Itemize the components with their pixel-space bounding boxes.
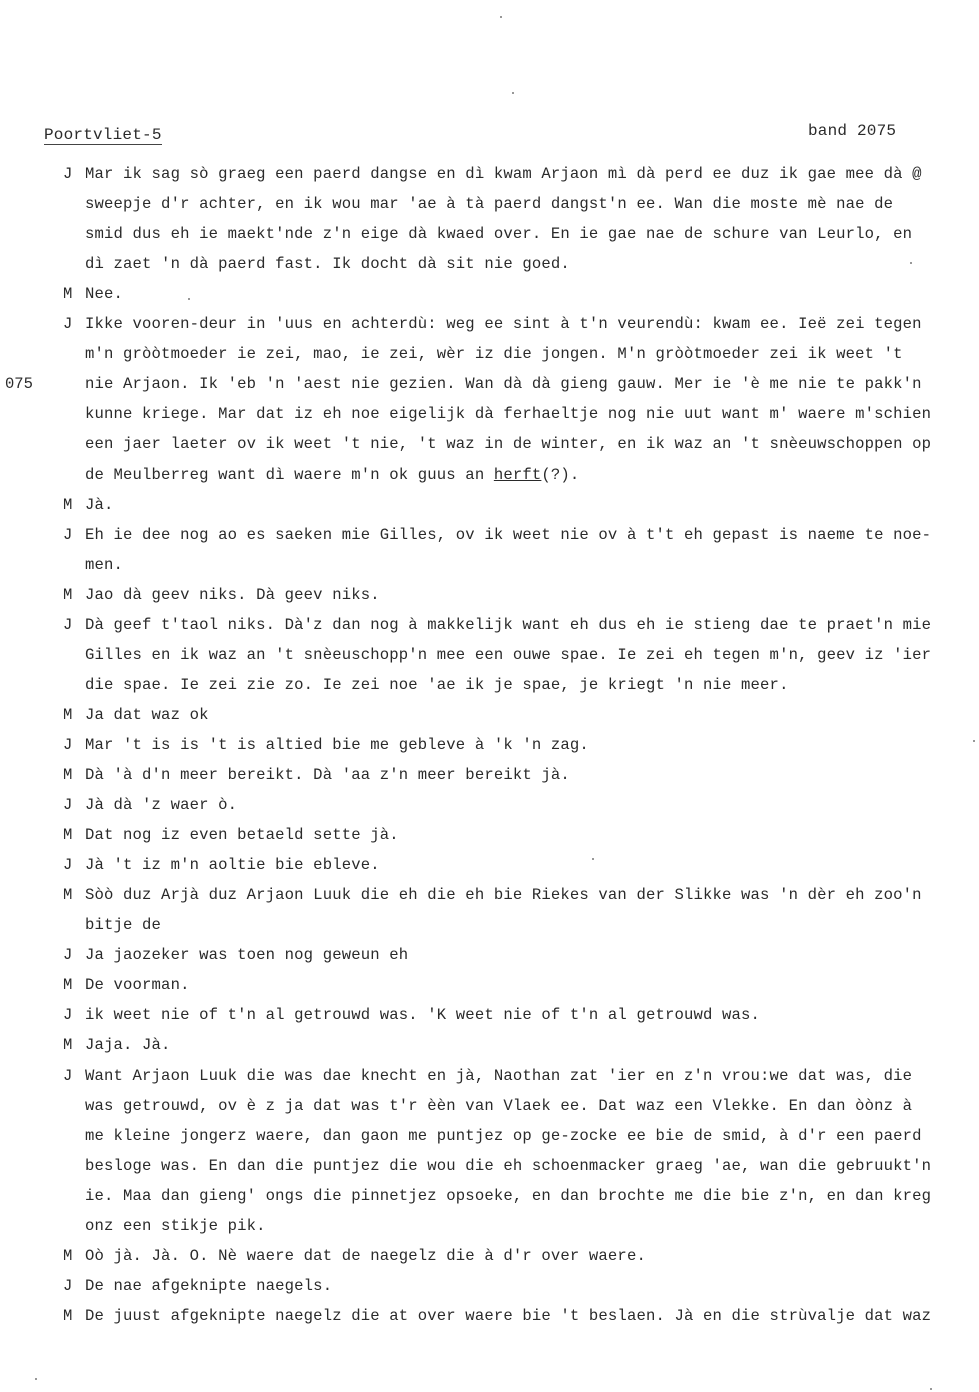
- transcript-line: [85, 1156, 931, 1176]
- line-text: bitje de: [85, 916, 162, 934]
- transcript-line: [85, 1005, 760, 1025]
- transcript-line: [85, 555, 123, 575]
- speaker-label: M: [63, 1307, 73, 1325]
- speck: [930, 1388, 932, 1390]
- speaker-label: J: [63, 946, 73, 964]
- speaker-label: J: [63, 526, 73, 544]
- line-text: een jaer laeter ov ik weet 't nie, 't waz in de winter, en ik waz an 't snèeuwschoppen op: [85, 435, 932, 453]
- speaker-label: M: [63, 706, 73, 724]
- transcript-line: [85, 194, 893, 214]
- transcript-line: [85, 735, 589, 755]
- speaker-label: J: [63, 856, 73, 874]
- speaker-label: M: [63, 976, 73, 994]
- line-text: De nae afgeknipte naegels.: [85, 1277, 333, 1295]
- transcript-line: [85, 645, 931, 665]
- transcript-line: [85, 525, 931, 545]
- line-text: Jao dà geev niks. Dà geev niks.: [85, 586, 380, 604]
- speaker-label: J: [63, 315, 73, 333]
- line-text: ie. Maa dan gieng' ongs die pinnetjez opsoeke, en dan brochte me die bie z'n, en dan kreg: [85, 1187, 932, 1205]
- speaker-label: J: [63, 1277, 73, 1295]
- transcript-line: [85, 465, 579, 485]
- transcript-line: [85, 705, 209, 725]
- line-text: de Meulberreg want dì waere m'n ok guus an: [85, 466, 494, 484]
- line-text: m'n gròòtmoeder ie zei, mao, ie zei, wèr iz die jongen. M'n gròòtmoeder zei ik weet 't: [85, 345, 903, 363]
- underlined-word: herft: [493, 466, 542, 484]
- transcript-line: [85, 1066, 912, 1086]
- speck: [512, 92, 514, 94]
- transcript-line: [85, 434, 931, 454]
- transcript-line: [85, 344, 903, 364]
- margin-line-number: 075: [5, 375, 33, 393]
- transcript-line: [85, 825, 399, 845]
- line-text: dì zaet 'n dà paerd fast. Ik docht dà sit nie goed.: [85, 255, 570, 273]
- line-text: Ja dat waz ok: [85, 706, 209, 724]
- line-text: Jà.: [85, 496, 114, 514]
- line-text: ik weet nie of t'n al getrouwd was. 'K weet nie of t'n al getrouwd was.: [85, 1006, 761, 1024]
- transcript-line: [85, 1126, 922, 1146]
- transcript-line: [85, 1276, 332, 1296]
- speck: [500, 16, 502, 18]
- line-text: Dat nog iz even betaeld sette jà.: [85, 826, 399, 844]
- line-text: Ja jaozeker was toen nog geweun eh: [85, 946, 409, 964]
- transcript-line: [85, 1306, 931, 1326]
- transcript-line: [85, 1186, 931, 1206]
- transcript-line: [85, 915, 161, 935]
- transcript-line: [85, 945, 408, 965]
- line-text: onz een stikje pik.: [85, 1217, 266, 1235]
- speck: [973, 740, 975, 742]
- line-text: Ikke vooren-deur in 'uus en achterdù: weg ee sint à t'n veurendù: kwam ee. Ieë zei tegen: [85, 315, 922, 333]
- line-text: Jà 't iz m'n aoltie bie ebleve.: [85, 856, 380, 874]
- line-text: Dà geef t'taol niks. Dà'z dan nog à makkelijk want eh dus eh ie stieng dae te praet'n mie: [85, 616, 932, 634]
- line-text: men.: [85, 556, 124, 574]
- speaker-label: M: [63, 285, 73, 303]
- speaker-label: J: [63, 1006, 73, 1024]
- transcript-line: [85, 675, 789, 695]
- transcript-line: [85, 975, 190, 995]
- line-text: Eh ie dee nog ao es saeken mie Gilles, ov ik weet nie ov à t't eh gepast is naeme te noe-: [85, 526, 932, 544]
- line-text: Want Arjaon Luuk die was dae knecht en jà, Naothan zat 'ier en z'n vrou:we dat was, die: [85, 1067, 913, 1085]
- line-text: Nee.: [85, 285, 124, 303]
- speaker-label: M: [63, 586, 73, 604]
- line-text: Jaja. Jà.: [85, 1036, 171, 1054]
- speck: [592, 858, 594, 860]
- transcript-line: [85, 1096, 912, 1116]
- speaker-label: M: [63, 826, 73, 844]
- line-text: Dà 'à d'n meer bereikt. Dà 'aa z'n meer bereikt jà.: [85, 766, 570, 784]
- line-text: Sòò duz Arjà duz Arjaon Luuk die eh die eh bie Riekes van der Slikke was 'n dèr eh zoo'n: [85, 886, 922, 904]
- transcript-line: [85, 404, 931, 424]
- line-text: Mar 't is is 't is altied bie me gebleve à 'k 'n zag.: [85, 736, 589, 754]
- speaker-label: J: [63, 165, 73, 183]
- speaker-label: M: [63, 1247, 73, 1265]
- transcript-line: [85, 254, 570, 274]
- line-text: me kleine jongerz waere, dan gaon me puntjez op ge-zocke ee bie de smid, à d'r een paerd: [85, 1127, 922, 1145]
- line-text: Mar ik sag sò graeg een paerd dangse en dì kwam Arjaon mì dà perd ee duz ik gae mee dà @: [85, 165, 922, 183]
- transcript-line: [85, 885, 922, 905]
- line-text-tail: (?).: [541, 466, 580, 484]
- transcript-line: [85, 164, 922, 184]
- speck: [188, 298, 190, 300]
- speaker-label: M: [63, 886, 73, 904]
- speaker-label: M: [63, 496, 73, 514]
- line-text: smid dus eh ie maekt'nde z'n eige dà kwaed over. En ie gae nae de schure van Leurlo, en: [85, 225, 913, 243]
- line-text: was getrouwd, ov è z ja dat was t'r èèn van Vlaek ee. Dat waz een Vlekke. En dan òònz à: [85, 1097, 913, 1115]
- line-text: die spae. Ie zei zie zo. Ie zei noe 'ae ik je spae, je kriegt 'n nie meer.: [85, 676, 789, 694]
- transcript-line: [85, 585, 380, 605]
- transcript-line: [85, 1035, 171, 1055]
- speaker-label: M: [63, 766, 73, 784]
- line-text: De juust afgeknipte naegelz die at over waere bie 't beslaen. Jà en die strùvalje dat waz: [85, 1307, 932, 1325]
- line-text: nie Arjaon. Ik 'eb 'n 'aest nie gezien. Wan dà dà gieng gauw. Mer ie 'è me nie te pakk'n: [85, 375, 922, 393]
- speaker-label: J: [63, 736, 73, 754]
- speck: [35, 1378, 37, 1380]
- transcript-line: [85, 224, 912, 244]
- transcript-line: [85, 495, 114, 515]
- document-title: Poortvliet-5: [44, 126, 162, 144]
- line-text: sweepje d'r achter, en ik wou mar 'ae à tà paerd dangst'n ee. Wan die moste mè nae de: [85, 195, 894, 213]
- transcript-line: [85, 795, 237, 815]
- line-text: kunne kriege. Mar dat iz eh noe eigelijk dà ferhaeltje nog nie uut want m' waere m'schien: [85, 405, 932, 423]
- speaker-label: J: [63, 616, 73, 634]
- transcript-line: [85, 314, 922, 334]
- line-text: besloge was. En dan die puntjez die wou die eh schoenmacker graeg 'ae, wan die gebruukt'n: [85, 1157, 932, 1175]
- line-text: Oò jà. Jà. O. Nè waere dat de naegelz die à d'r over waere.: [85, 1247, 646, 1265]
- speaker-label: M: [63, 1036, 73, 1054]
- transcript-line: [85, 1246, 646, 1266]
- band-number: band 2075: [808, 122, 897, 140]
- transcript-line: [85, 284, 123, 304]
- line-text: Gilles en ik waz an 't snèeuschopp'n mee een ouwe spae. Ie zei eh tegen m'n, geev iz 'ier: [85, 646, 932, 664]
- transcript-line: [85, 855, 380, 875]
- line-text: Jà dà 'z waer ò.: [85, 796, 238, 814]
- speaker-label: J: [63, 796, 73, 814]
- transcript-line: [85, 1216, 266, 1236]
- speaker-label: J: [63, 1067, 73, 1085]
- transcript-line: [85, 615, 931, 635]
- transcript-line: [85, 374, 922, 394]
- line-text: De voorman.: [85, 976, 190, 994]
- speck: [910, 262, 912, 264]
- transcript-line: [85, 765, 570, 785]
